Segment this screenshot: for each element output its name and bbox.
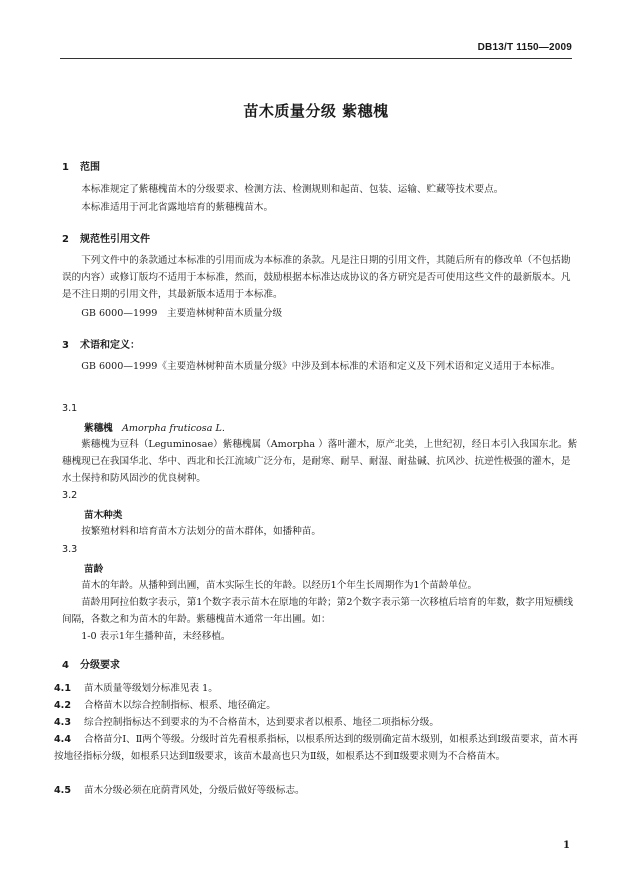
list-item: 4.4 合格苗分Ⅰ、Ⅱ两个等级。分级时首先看根系指标，以根系所达到的级别确定苗木级别，如根系达到Ⅰ级苗要求，苗木再按地径指标分级，如根系只达到Ⅱ级要求，该苗木最高也只为Ⅱ级，如根系达不到Ⅱ级要求则为不合格苗木。 — [54, 734, 578, 762]
list-item: 4.1 苗木质量等级划分标准见表 1。 — [54, 683, 218, 694]
page-number: 1 — [563, 840, 570, 851]
term-3-3-definition-2: 苗龄用阿拉伯数字表示，第1个数字表示苗木在原地的年龄；第2个数字表示第一次移植后培育的年数，数字用短横线间隔，各数之和为苗木的年龄。紫穗槐苗木通常一年出圃。如： — [62, 597, 574, 625]
list-item: 4.2 合格苗木以综合控制指标、根系、地径确定。 — [54, 700, 276, 711]
section-3-para-1: GB 6000—1999《主要造林树种苗木质量分级》中涉及到本标准的术语和定义及下列术语和定义适用于本标准。 — [81, 361, 561, 372]
term-3-3-definition-1: 苗木的年龄。从播种到出圃，苗木实际生长的年龄。以经历1个年生长周期作为1个苗龄单位。 — [81, 580, 478, 591]
section-1-para-1: 本标准规定了紫穗槐苗木的分级要求、检测方法、检测规则和起苗、包装、运输、贮藏等技术要点。 — [81, 184, 504, 195]
list-item: 4.5 苗木分级必须在庇荫背风处，分级后做好等级标志。 — [54, 785, 305, 796]
term-3-2-definition: 按繁殖材料和培育苗木方法划分的苗木群体，如播种苗。 — [81, 526, 322, 537]
term-3-2-title: 苗木种类 — [84, 510, 123, 521]
section-1-para-2: 本标准适用于河北省露地培育的紫穗槐苗木。 — [81, 202, 274, 213]
term-3-1-title: 紫穗槐 Amorpha fruticosa L. — [84, 423, 225, 434]
term-3-3-number: 3.3 — [62, 544, 78, 555]
section-1-heading: 1 范围 — [62, 162, 100, 173]
section-2-reference: GB 6000—1999 主要造林树种苗木质量分级 — [81, 308, 283, 319]
list-item: 4.3 综合控制指标达不到要求的为不合格苗木，达到要求者以根系、地径二项指标分级。 — [54, 717, 439, 728]
section-2-heading: 2 规范性引用文件 — [62, 234, 150, 245]
document-title: 苗木质量分级 紫穗槐 — [243, 102, 389, 120]
term-3-1-definition: 紫穗槐为豆科（Leguminosae）紫穗槐属（Amorpha ）落叶灌木，原产北美，上世纪初，经日本引入我国东北。紫穗槐现已在我国华北、华中、西北和长江流域广泛分布，是耐寒、耐旱、耐湿、耐盐碱、抗风沙、抗逆性极强的灌木，是水土保持和防风固沙的优良树种。 — [62, 439, 578, 484]
term-3-3-example: 1-0 表示1年生播种苗，未经移植。 — [81, 631, 231, 642]
term-3-2-number: 3.2 — [62, 490, 78, 501]
section-2-para-1: 下列文件中的条款通过本标准的引用而成为本标准的条款。凡是注日期的引用文件，其随后所有的修改单（不包括勘误的内容）或修订版均不适用于本标准，然而，鼓励根据本标准达成协议的各方研究是否可使用这些文件的最新版本。凡是不注日期的引用文件，其最新版本适用于本标准。 — [62, 255, 571, 300]
section-3-heading: 3 术语和定义： — [62, 340, 140, 351]
section-4-heading: 4 分级要求 — [62, 660, 120, 671]
term-3-1-number: 3.1 — [62, 403, 78, 414]
standard-code: DB13/T 1150—2009 — [477, 42, 572, 53]
term-3-3-title: 苗龄 — [84, 564, 104, 575]
header-rule — [60, 58, 572, 59]
